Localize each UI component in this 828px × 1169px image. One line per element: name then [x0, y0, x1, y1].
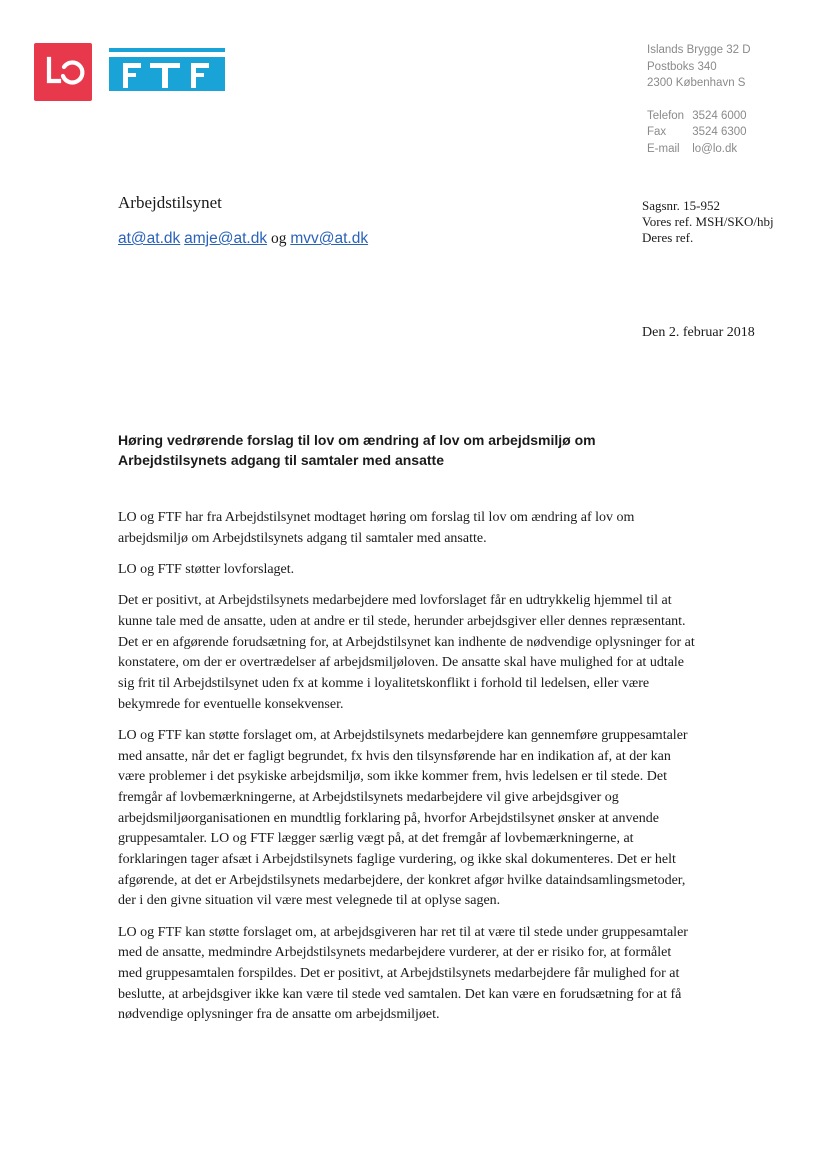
body-paragraph: LO og FTF kan støtte forslaget om, at Arbejdstilsynets medarbejdere kan gennemføre gruppesamtaler med ansatte, når det er fagligt begrundet, fx hvis den tilsynsførende har en indikation af, at der kan være problemer i det psykiske arbejdsmiljø, som ikke kommer frem, hvis ledelsen er til stede. Det fremgår af lovbemærkningerne, at Arbejdstilsynets medarbejdere vil give arbejdsgiver og arbejdsmiljøorganisationen en mundtlig forklaring på, hvorfor Arbejdstilsynet ønsker at anvende gruppesamtaler. LO og FTF lægger særlig vægt på, at det fremgår af lovbemærkningerne, at forklaringen tager afsæt i Arbejdstilsynets faglige vurdering, og ikke skal dokumenteres. Det er helt afgørende, at det er Arbejdstilsynets medarbejdere, der konkret afgør hvilke dataindsamlingsmetoder, der i den givne situation vil være mest velegnede til at oplyse sagen. — [118, 727, 688, 909]
email-link-amje[interactable]: amje@at.dk — [184, 230, 268, 247]
fax-line — [647, 124, 751, 141]
lo-logo — [34, 43, 92, 101]
our-reference: Vores ref. MSH/SKO/hbj — [642, 214, 774, 229]
case-number: Sagsnr. 15-952 — [642, 198, 720, 213]
letter-subject: Høring vedrørende forslag til lov om ændring af lov om arbejdsmiljø om Arbejdstilsynets adgang til samtaler med ansatte — [118, 432, 596, 468]
email-label: E-mail — [647, 142, 680, 155]
body-paragraph: LO og FTF har fra Arbejdstilsynet modtaget høring om forslag til lov om ændring af lov om arbejdsmiljø om Arbejdstilsynets adgang til samtaler med ansatte. — [118, 510, 635, 546]
recipient-name: Arbejdstilsynet — [118, 193, 222, 212]
ftf-logo — [109, 48, 225, 99]
lo-logo-mark — [34, 43, 92, 101]
email-link-at[interactable]: at@at.dk — [118, 230, 181, 247]
address-line: Postboks 340 — [647, 60, 717, 73]
letter-date: Den 2. februar 2018 — [642, 325, 755, 340]
fax-value: 3524 6300 — [692, 126, 747, 138]
address-line: 2300 København S — [647, 77, 746, 89]
reference-block — [642, 198, 774, 246]
letter-body — [118, 508, 698, 1037]
body-paragraph: Det er positivt, at Arbejdstilsynets medarbejdere med lovforslaget får en udtrykkelig hjemmel til at kunne tale med de ansatte, uden at andre er til stede, herunder arbejdsgiver eller dennes repræsentant. Det er en afgørende forudsætning for, at Arbejdstilsynet kan indhente de nødvendige oplysninger for at konstatere, om der er overtrædelser af arbejdsmiljøloven. De ansatte skal have mulighed for at udtale sig frit til Arbejdstilsynet uden fx at komme i loyalitetskonflikt i forhold til ledelsen, eller være bekymrede for eventuelle konsekvenser. — [118, 593, 695, 712]
body-paragraph: LO og FTF støtter lovforslaget. — [118, 561, 295, 577]
address-line: Islands Brygge 32 D — [647, 44, 751, 56]
email-link-mvv[interactable]: mvv@at.dk — [290, 230, 369, 247]
email-conjunction: og — [270, 230, 287, 247]
phone-value: 3524 6000 — [692, 109, 747, 122]
phone-line — [647, 108, 751, 125]
ftf-logo-mark — [109, 48, 225, 94]
email-value: lo@lo.dk — [692, 142, 738, 155]
sender-contact-block — [647, 42, 751, 157]
phone-label: Telefon — [647, 109, 685, 122]
your-reference: Deres ref. — [642, 230, 694, 245]
fax-label: Fax — [647, 126, 667, 138]
recipient-emails — [118, 230, 368, 248]
email-line — [647, 141, 751, 158]
body-paragraph: LO og FTF kan støtte forslaget om, at arbejdsgiveren har ret til at være til stede under gruppesamtaler med de ansatte, medmindre Arbejdstilsynets medarbejdere vurderer, at der er risiko for, at formålet med gruppesamtalen forspildes. Det er positivt, at Arbejdstilsynets medarbejdere får mulighed for at beslutte, at arbejdsgiver ikke kan være til stede ved samtalen. Det kan være en forudsætning for at få nødvendige oplysninger fra de ansatte om arbejdsmiljøet. — [118, 924, 688, 1023]
